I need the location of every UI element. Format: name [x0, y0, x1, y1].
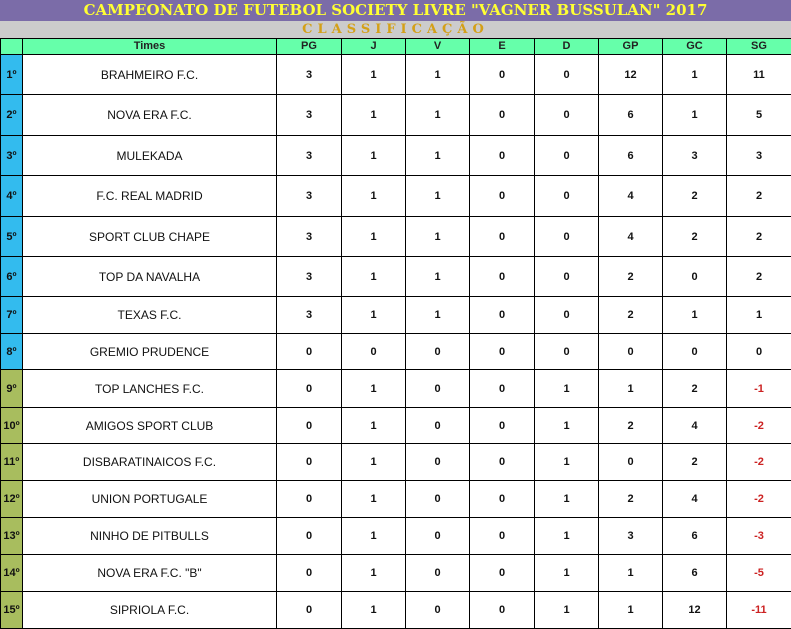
- v-cell: 1: [406, 136, 470, 176]
- j-cell: 1: [342, 217, 406, 257]
- j-cell: 1: [342, 481, 406, 518]
- position-cell: 3º: [1, 136, 23, 176]
- team-name-cell: AMIGOS SPORT CLUB: [23, 408, 277, 444]
- gc-cell: 4: [663, 481, 727, 518]
- table-row: [1, 176, 791, 217]
- pg-cell: 3: [277, 95, 342, 136]
- header-row: [1, 39, 791, 55]
- v-cell: 1: [406, 95, 470, 136]
- table-row: [1, 257, 791, 297]
- gc-cell: 3: [663, 136, 727, 176]
- e-cell: 0: [470, 136, 535, 176]
- gc-cell: 6: [663, 555, 727, 592]
- team-name-cell: NINHO DE PITBULLS: [23, 518, 277, 555]
- e-cell: 0: [470, 370, 535, 408]
- position-cell: 14º: [1, 555, 23, 592]
- e-cell: 0: [470, 334, 535, 370]
- championship-title: CAMPEONATO DE FUTEBOL SOCIETY LIVRE "VAGNER BUSSULAN" 2017: [0, 0, 791, 21]
- gp-cell: 0: [599, 334, 663, 370]
- pg-cell: 3: [277, 297, 342, 334]
- j-cell: 1: [342, 55, 406, 95]
- gc-cell: 6: [663, 518, 727, 555]
- sg-cell: -1: [727, 370, 791, 408]
- header-pg: PG: [277, 39, 342, 55]
- gp-cell: 1: [599, 592, 663, 629]
- team-name-cell: GREMIO PRUDENCE: [23, 334, 277, 370]
- table-row: [1, 444, 791, 481]
- e-cell: 0: [470, 555, 535, 592]
- gc-cell: 0: [663, 334, 727, 370]
- d-cell: 1: [535, 518, 599, 555]
- v-cell: 0: [406, 370, 470, 408]
- v-cell: 0: [406, 555, 470, 592]
- sg-cell: -2: [727, 481, 791, 518]
- header-position: [1, 39, 23, 55]
- v-cell: 0: [406, 592, 470, 629]
- sg-cell: 0: [727, 334, 791, 370]
- sg-cell: 3: [727, 136, 791, 176]
- gp-cell: 6: [599, 95, 663, 136]
- v-cell: 1: [406, 257, 470, 297]
- e-cell: 0: [470, 257, 535, 297]
- team-name-cell: SPORT CLUB CHAPE: [23, 217, 277, 257]
- v-cell: 0: [406, 408, 470, 444]
- pg-cell: 3: [277, 55, 342, 95]
- position-cell: 11º: [1, 444, 23, 481]
- d-cell: 0: [535, 334, 599, 370]
- v-cell: 1: [406, 176, 470, 217]
- pg-cell: 0: [277, 444, 342, 481]
- gc-cell: 2: [663, 217, 727, 257]
- pg-cell: 0: [277, 518, 342, 555]
- pg-cell: 0: [277, 408, 342, 444]
- gc-cell: 1: [663, 297, 727, 334]
- gp-cell: 4: [599, 217, 663, 257]
- position-cell: 15º: [1, 592, 23, 629]
- team-name-cell: UNION PORTUGALE: [23, 481, 277, 518]
- gp-cell: 2: [599, 481, 663, 518]
- header-j: J: [342, 39, 406, 55]
- e-cell: 0: [470, 408, 535, 444]
- sg-cell: 1: [727, 297, 791, 334]
- sg-cell: 11: [727, 55, 791, 95]
- d-cell: 1: [535, 481, 599, 518]
- d-cell: 0: [535, 136, 599, 176]
- table-row: [1, 297, 791, 334]
- table-row: [1, 481, 791, 518]
- pg-cell: 0: [277, 370, 342, 408]
- team-name-cell: F.C. REAL MADRID: [23, 176, 277, 217]
- v-cell: 0: [406, 481, 470, 518]
- table-row: [1, 136, 791, 176]
- gc-cell: 1: [663, 55, 727, 95]
- gc-cell: 12: [663, 592, 727, 629]
- v-cell: 1: [406, 297, 470, 334]
- v-cell: 0: [406, 518, 470, 555]
- gc-cell: 1: [663, 95, 727, 136]
- j-cell: 1: [342, 297, 406, 334]
- d-cell: 1: [535, 444, 599, 481]
- e-cell: 0: [470, 297, 535, 334]
- pg-cell: 3: [277, 217, 342, 257]
- gc-cell: 2: [663, 176, 727, 217]
- table-row: [1, 334, 791, 370]
- gp-cell: 6: [599, 136, 663, 176]
- d-cell: 1: [535, 408, 599, 444]
- table-row: [1, 370, 791, 408]
- standings-table: [0, 38, 791, 629]
- team-name-cell: BRAHMEIRO F.C.: [23, 55, 277, 95]
- team-name-cell: NOVA ERA F.C.: [23, 95, 277, 136]
- j-cell: 1: [342, 257, 406, 297]
- gp-cell: 0: [599, 444, 663, 481]
- sg-cell: -3: [727, 518, 791, 555]
- e-cell: 0: [470, 592, 535, 629]
- gp-cell: 4: [599, 176, 663, 217]
- sg-cell: -11: [727, 592, 791, 629]
- d-cell: 0: [535, 55, 599, 95]
- position-cell: 13º: [1, 518, 23, 555]
- sg-cell: 2: [727, 176, 791, 217]
- d-cell: 0: [535, 217, 599, 257]
- team-name-cell: TEXAS F.C.: [23, 297, 277, 334]
- classification-subtitle: CLASSIFICAÇÃO: [0, 21, 791, 38]
- gp-cell: 2: [599, 257, 663, 297]
- sg-cell: -5: [727, 555, 791, 592]
- v-cell: 0: [406, 444, 470, 481]
- pg-cell: 3: [277, 176, 342, 217]
- table-row: [1, 217, 791, 257]
- j-cell: 1: [342, 370, 406, 408]
- header-v: V: [406, 39, 470, 55]
- d-cell: 0: [535, 297, 599, 334]
- gc-cell: 2: [663, 444, 727, 481]
- j-cell: 1: [342, 95, 406, 136]
- e-cell: 0: [470, 518, 535, 555]
- position-cell: 9º: [1, 370, 23, 408]
- sg-cell: 5: [727, 95, 791, 136]
- position-cell: 4º: [1, 176, 23, 217]
- gp-cell: 3: [599, 518, 663, 555]
- header-d: D: [535, 39, 599, 55]
- d-cell: 1: [535, 555, 599, 592]
- pg-cell: 0: [277, 334, 342, 370]
- v-cell: 1: [406, 55, 470, 95]
- team-name-cell: TOP LANCHES F.C.: [23, 370, 277, 408]
- v-cell: 0: [406, 334, 470, 370]
- header-sg: SG: [727, 39, 791, 55]
- gc-cell: 2: [663, 370, 727, 408]
- header-gp: GP: [599, 39, 663, 55]
- gc-cell: 0: [663, 257, 727, 297]
- pg-cell: 0: [277, 481, 342, 518]
- d-cell: 1: [535, 370, 599, 408]
- pg-cell: 0: [277, 592, 342, 629]
- position-cell: 2º: [1, 95, 23, 136]
- sg-cell: 2: [727, 217, 791, 257]
- gp-cell: 12: [599, 55, 663, 95]
- pg-cell: 3: [277, 136, 342, 176]
- table-row: [1, 592, 791, 629]
- j-cell: 1: [342, 592, 406, 629]
- sg-cell: 2: [727, 257, 791, 297]
- sg-cell: -2: [727, 444, 791, 481]
- d-cell: 0: [535, 257, 599, 297]
- gp-cell: 2: [599, 297, 663, 334]
- position-cell: 7º: [1, 297, 23, 334]
- position-cell: 8º: [1, 334, 23, 370]
- e-cell: 0: [470, 176, 535, 217]
- team-name-cell: TOP DA NAVALHA: [23, 257, 277, 297]
- position-cell: 1º: [1, 55, 23, 95]
- j-cell: 1: [342, 518, 406, 555]
- pg-cell: 0: [277, 555, 342, 592]
- j-cell: 1: [342, 136, 406, 176]
- team-name-cell: NOVA ERA F.C. "B": [23, 555, 277, 592]
- e-cell: 0: [470, 217, 535, 257]
- gp-cell: 1: [599, 370, 663, 408]
- position-cell: 5º: [1, 217, 23, 257]
- e-cell: 0: [470, 481, 535, 518]
- e-cell: 0: [470, 95, 535, 136]
- d-cell: 1: [535, 592, 599, 629]
- gp-cell: 2: [599, 408, 663, 444]
- table-row: [1, 555, 791, 592]
- gc-cell: 4: [663, 408, 727, 444]
- sg-cell: -2: [727, 408, 791, 444]
- position-cell: 6º: [1, 257, 23, 297]
- j-cell: 1: [342, 444, 406, 481]
- e-cell: 0: [470, 444, 535, 481]
- j-cell: 1: [342, 555, 406, 592]
- position-cell: 12º: [1, 481, 23, 518]
- j-cell: 1: [342, 408, 406, 444]
- table-row: [1, 408, 791, 444]
- position-cell: 10º: [1, 408, 23, 444]
- d-cell: 0: [535, 176, 599, 217]
- j-cell: 1: [342, 176, 406, 217]
- d-cell: 0: [535, 95, 599, 136]
- team-name-cell: SIPRIOLA F.C.: [23, 592, 277, 629]
- j-cell: 0: [342, 334, 406, 370]
- gp-cell: 1: [599, 555, 663, 592]
- table-row: [1, 55, 791, 95]
- e-cell: 0: [470, 55, 535, 95]
- pg-cell: 3: [277, 257, 342, 297]
- header-e: E: [470, 39, 535, 55]
- team-name-cell: MULEKADA: [23, 136, 277, 176]
- v-cell: 1: [406, 217, 470, 257]
- header-gc: GC: [663, 39, 727, 55]
- table-row: [1, 95, 791, 136]
- header-teams: Times: [23, 39, 277, 55]
- team-name-cell: DISBARATINAICOS F.C.: [23, 444, 277, 481]
- table-row: [1, 518, 791, 555]
